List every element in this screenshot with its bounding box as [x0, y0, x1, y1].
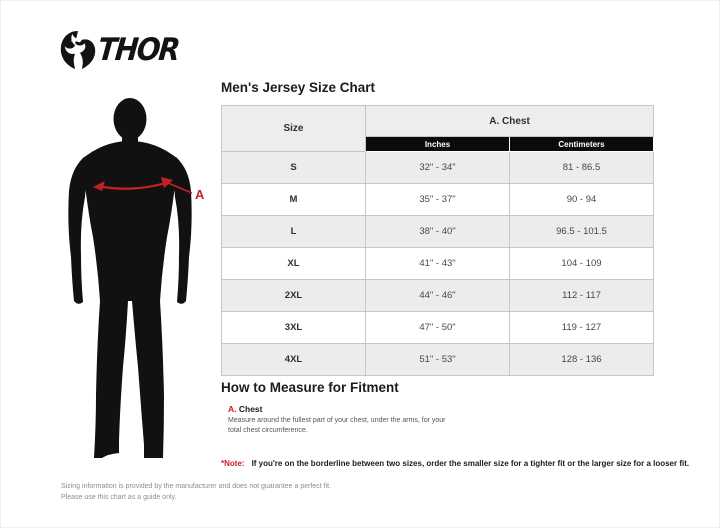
- inches-value: 41" - 43": [366, 248, 510, 280]
- fit-note-text: If you're on the borderline between two sizes, order the smaller size for a tighter fit or the larger size for a looser fit.: [251, 459, 690, 468]
- inches-value: 32" - 34": [366, 152, 510, 184]
- thor-logo-wordmark: THOR: [96, 32, 181, 68]
- table-row: [222, 280, 654, 312]
- column-header-chest: A. Chest: [366, 106, 654, 137]
- cm-value: 90 - 94: [510, 184, 654, 216]
- inches-value: 38" - 40": [366, 216, 510, 248]
- inches-value: 51" - 53": [366, 344, 510, 376]
- size-value: 4XL: [222, 344, 366, 376]
- measure-section-title: How to Measure for Fitment: [221, 380, 399, 395]
- page-title: Men's Jersey Size Chart: [221, 80, 376, 95]
- table-row: [222, 184, 654, 216]
- male-silhouette-diagram: [56, 95, 226, 467]
- fit-note: [221, 459, 718, 468]
- cm-value: 96.5 - 101.5: [510, 216, 654, 248]
- cm-value: 104 - 109: [510, 248, 654, 280]
- size-chart-table: [221, 105, 654, 376]
- measure-point-letter: A.: [228, 404, 237, 414]
- cm-value: 112 - 117: [510, 280, 654, 312]
- size-value: L: [222, 216, 366, 248]
- size-value: 3XL: [222, 312, 366, 344]
- size-value: XL: [222, 248, 366, 280]
- fit-note-label: *Note:: [221, 459, 245, 468]
- thor-helmet-icon: [59, 30, 97, 70]
- measure-description: Measure around the fullest part of your chest, under the arms, for your total chest circumference.: [228, 417, 446, 435]
- table-row: [222, 152, 654, 184]
- male-silhouette: [68, 98, 191, 458]
- disclaimer: [61, 482, 331, 504]
- table-row: [222, 216, 654, 248]
- inches-value: 47" - 50": [366, 312, 510, 344]
- size-value: M: [222, 184, 366, 216]
- measure-point-name: Chest: [236, 404, 263, 414]
- column-header-inches: Inches: [366, 137, 510, 152]
- table-header-row: [222, 106, 654, 137]
- inches-value: 35" - 37": [366, 184, 510, 216]
- table-row: [222, 248, 654, 280]
- measure-point-label: [228, 404, 262, 414]
- column-header-size: Size: [222, 106, 366, 152]
- measurement-label-a: A: [195, 187, 205, 202]
- table-row: [222, 312, 654, 344]
- cm-value: 128 - 136: [510, 344, 654, 376]
- thor-logo: [59, 29, 187, 71]
- size-value: 2XL: [222, 280, 366, 312]
- inches-value: 44" - 46": [366, 280, 510, 312]
- size-value: S: [222, 152, 366, 184]
- disclaimer-line-1: Sizing information is provided by the manufacturer and does not guarantee a perfect fit.: [61, 483, 332, 490]
- column-header-centimeters: Centimeters: [510, 137, 654, 152]
- disclaimer-line-2: Please use this chart as a guide only.: [61, 493, 177, 501]
- cm-value: 119 - 127: [510, 312, 654, 344]
- table-row: [222, 344, 654, 376]
- cm-value: 81 - 86.5: [510, 152, 654, 184]
